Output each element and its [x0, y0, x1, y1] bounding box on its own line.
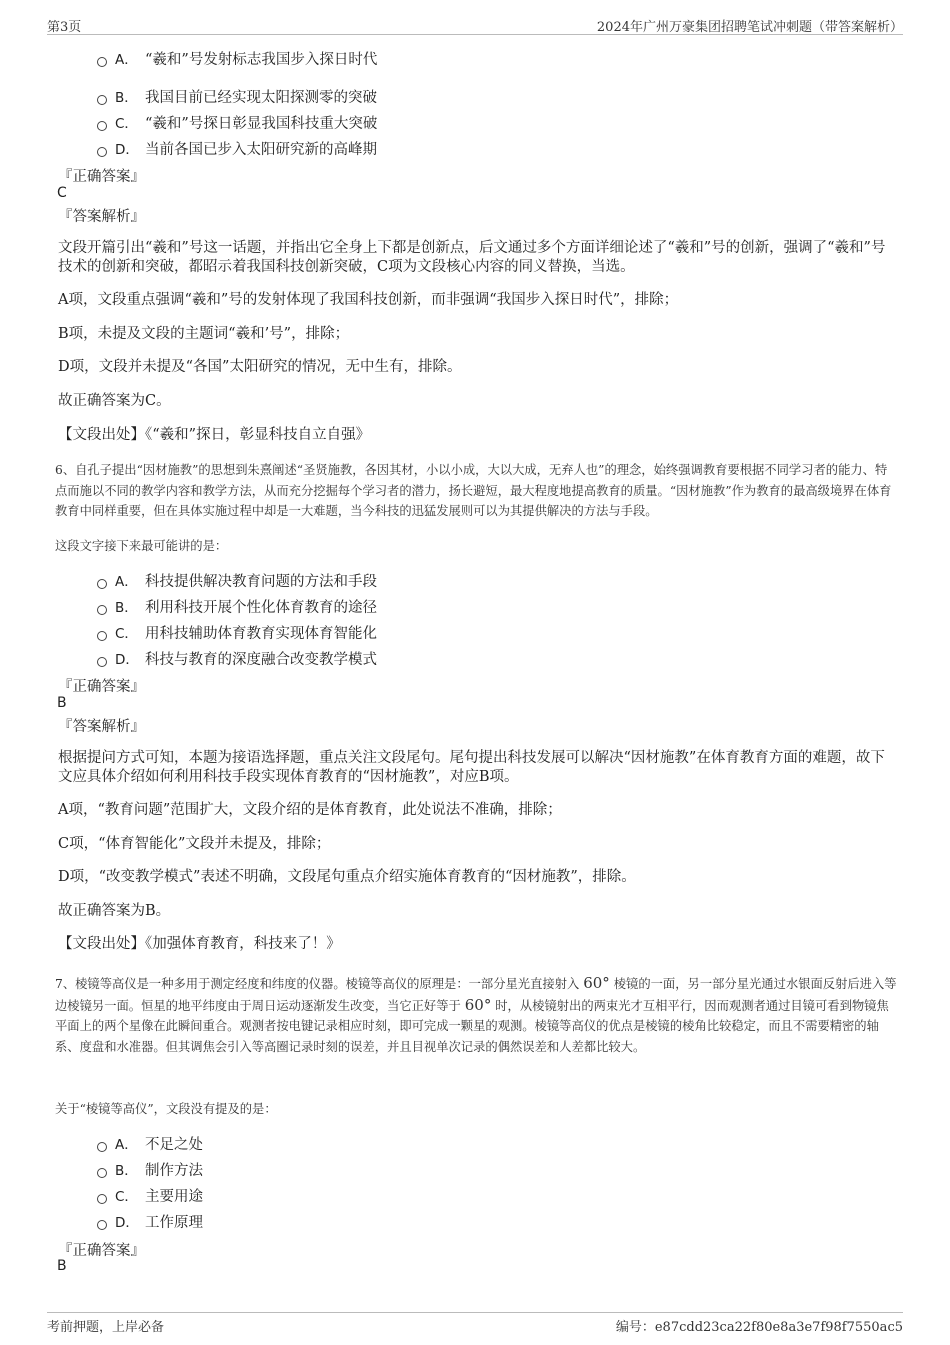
radio-icon[interactable] [97, 1220, 107, 1230]
q5-source: 【文段出处】《“羲和”探日，彰显科技自立自强》 [58, 427, 371, 443]
radio-icon[interactable] [97, 605, 107, 615]
q7-option-c[interactable]: C． 主要用途 [97, 1185, 203, 1205]
document-title: 2024年广州万豪集团招聘笔试冲刺题（带答案解析） [596, 20, 903, 35]
radio-icon[interactable] [97, 147, 107, 157]
radio-icon[interactable] [97, 121, 107, 131]
q6-option-b[interactable]: B． 利用科技开展个性化体育教育的途径 [97, 596, 377, 616]
q7-option-b[interactable]: B． 制作方法 [97, 1159, 203, 1179]
radio-icon[interactable] [97, 657, 107, 667]
document-code: 编号：e87cdd23ca22f80e8a3e7f98f7550ac5 [615, 1320, 903, 1335]
radio-icon[interactable] [97, 1168, 107, 1178]
radio-icon[interactable] [97, 1194, 107, 1204]
q6-analysis-a: A项，“教育问题”范围扩大，文段介绍的是体育教育，此处说法不准确，排除； [58, 802, 562, 818]
q6-question: 6、自孔子提出“因材施教”的思想到朱熹阐述“圣贤施教，各因其材，小以小成，大以大成，无弃人也”的理念，始终强调教育要根据不同学习者的能力、特点而施以不同的教学内容和教学方法，从而充分挖掘每个学习者的潜力，扬长避短，最大程度地提高教育的质量。“因材施教”作为教育的最高级境界在体育教育中同样重要，但在具体实施过程中却是一大难题，当今科技的迅猛发展则可以为其提供解决的方法与手段。 [55, 463, 892, 518]
q6-conclusion: 故正确答案为B。 [58, 903, 171, 919]
q5-option-b[interactable]: B． 我国目前已经实现太阳探测零的突破 [97, 86, 377, 106]
q6-ask: 这段文字接下来最可能讲的是： [55, 539, 228, 553]
radio-icon[interactable] [97, 631, 107, 641]
q5-option-a[interactable]: A． “羲和”号发射标志我国步入探日时代 [97, 48, 377, 68]
q5-answer: C [57, 185, 67, 201]
q7-ask: 关于“棱镜等高仪”，文段没有提及的是： [55, 1102, 277, 1116]
radio-icon[interactable] [97, 579, 107, 589]
page-number: 第3页 [47, 20, 82, 35]
q6-option-c[interactable]: C． 用科技辅助体育教育实现体育智能化 [97, 622, 377, 642]
q5-analysis-a: A项，文段重点强调“羲和”号的发射体现了我国科技创新，而非强调“我国步入探日时代”，排除； [58, 292, 679, 308]
q6-analysis-c: C项，“体育智能化”文段并未提及，排除； [58, 836, 331, 852]
page-footer [47, 1312, 903, 1335]
q6-analysis-main: 根据提问方式可知，本题为接语选择题，重点关注文段尾句。尾句提出科技发展可以解决“因材施教”在体育教育方面的难题，故下文应具体介绍如何利用科技手段实现体育教育的“因材施教”，对应B项。 [58, 750, 885, 785]
radio-icon[interactable] [97, 95, 107, 105]
q5-analysis-main: 文段开篇引出“羲和”号这一话题，并指出它全身上下都是创新点，后文通过多个方面详细论述了“羲和”号的创新，强调了“羲和”号技术的创新和突破，都昭示着我国科技创新突破，C项为文段核心内容的同义替换，当选。 [58, 240, 886, 275]
q5-option-d[interactable]: D． 当前各国已步入太阳研究新的高峰期 [97, 138, 377, 158]
q7-answer-label: 『正确答案』 [58, 1243, 145, 1259]
q7-answer: B [57, 1258, 67, 1274]
q5-conclusion: 故正确答案为C。 [58, 393, 171, 409]
footer-slogan: 考前押题，上岸必备 [47, 1320, 165, 1335]
q6-analysis-d: D项，“改变教学模式”表述不明确，文段尾句重点介绍实施体育教育的“因材施教”，排除。 [58, 869, 636, 885]
q6-answer-label: 『正确答案』 [58, 679, 145, 695]
q6-answer: B [57, 695, 67, 711]
q7-option-a[interactable]: A． 不足之处 [97, 1133, 203, 1153]
q6-option-d[interactable]: D． 科技与教育的深度融合改变教学模式 [97, 648, 377, 668]
q5-option-c[interactable]: C． “羲和”号探日彰显我国科技重大突破 [97, 112, 377, 132]
radio-icon[interactable] [97, 57, 107, 67]
q6-option-a[interactable]: A． 科技提供解决教育问题的方法和手段 [97, 570, 377, 590]
q5-answer-label: 『正确答案』 [58, 169, 145, 185]
q7-option-d[interactable]: D． 工作原理 [97, 1211, 203, 1231]
page-header [47, 14, 903, 35]
q7-question: 7、棱镜等高仪是一种多用于测定经度和纬度的仪器。棱镜等高仪的原理是：一部分星光直接射入 60° 棱镜的一面，另一部分星光通过水银面反射后进入等边棱镜另一面。恒星的地平纬度由于周日运动逐渐发生改变，当它正好等于 60° 时，从棱镜射出的两束光才互相平行，因而观测者通过目镜可看到物镜焦平面上的两个星像在此瞬间重合。观测者按电键记录相应时刻，即可完成一颗星的观测。棱镜等高仪的优点是棱镜的棱角比较稳定，而且不需要精密的轴系、度盘和水准器。但其调焦会引入等高圈记录时刻的误差，并且目视单次记录的偶然误差和人差都比较大。 [55, 974, 897, 1054]
angle-60: 60° [583, 974, 610, 992]
q5-analysis-b: B项，未提及文段的主题词“羲和’号”，排除； [58, 326, 350, 342]
q6-source: 【文段出处】《加强体育教育，科技来了！》 [58, 936, 341, 952]
q6-analysis-label: 『答案解析』 [58, 719, 145, 735]
q5-analysis-label: 『答案解析』 [58, 209, 145, 225]
q5-analysis-d: D项，文段并未提及“各国”太阳研究的情况，无中生有，排除。 [58, 359, 462, 375]
radio-icon[interactable] [97, 1142, 107, 1152]
angle-60: 60° [464, 995, 492, 1014]
